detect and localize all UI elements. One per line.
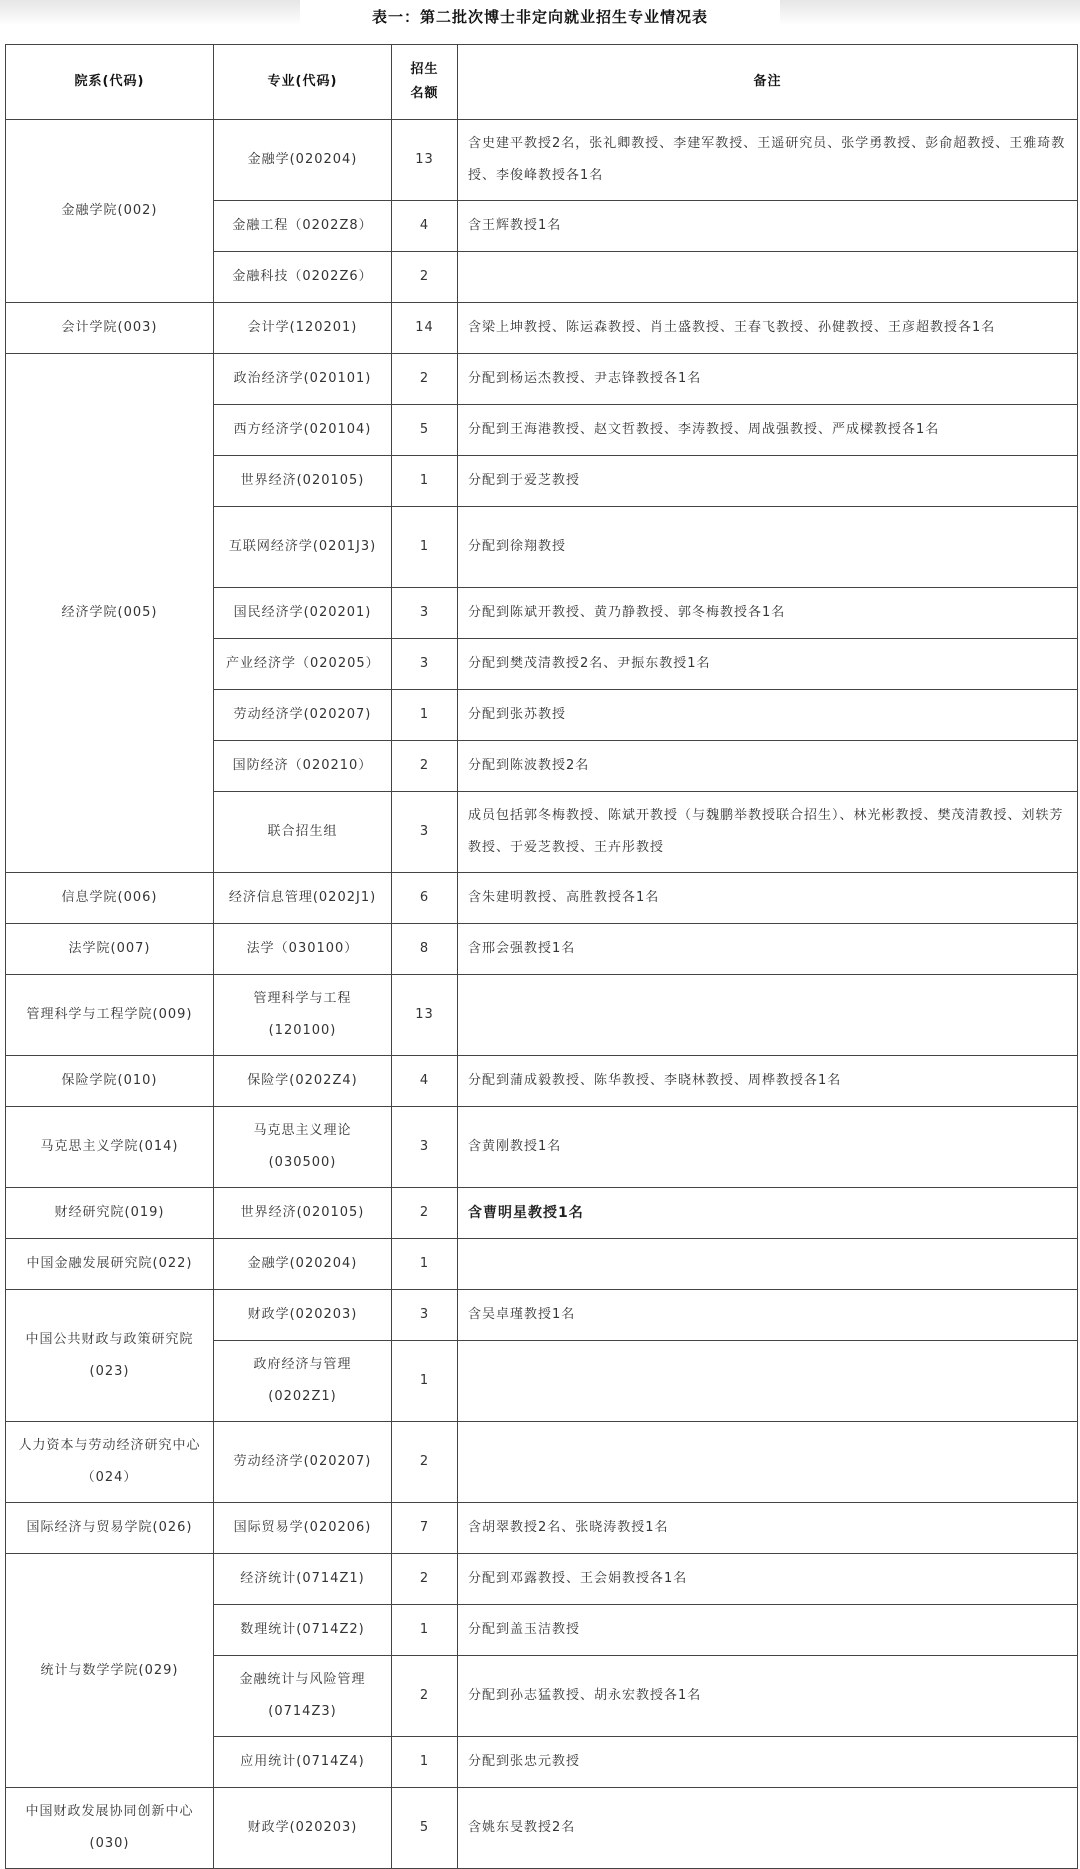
note-cell <box>458 1341 1078 1422</box>
major-cell: 产业经济学（020205） <box>214 639 392 690</box>
major-cell: 联合招生组 <box>214 792 392 873</box>
quota-cell: 4 <box>392 201 458 252</box>
table-row <box>6 354 1078 405</box>
dept-cell: 中国公共财政与政策研究院(023) <box>6 1290 214 1422</box>
major-cell: 金融学(020204) <box>214 120 392 201</box>
quota-cell: 1 <box>392 1737 458 1788</box>
note-cell: 含史建平教授2名，张礼卿教授、李建军教授、王遥研究员、张学勇教授、彭俞超教授、王雅琦教授、李俊峰教授各1名 <box>458 120 1078 201</box>
enrollment-table <box>5 44 1078 1869</box>
major-cell: 政治经济学(020101) <box>214 354 392 405</box>
dept-cell: 法学院(007) <box>6 924 214 975</box>
major-cell: 经济统计(0714Z1) <box>214 1554 392 1605</box>
table-row <box>6 1503 1078 1554</box>
dept-cell: 中国财政发展协同创新中心(030) <box>6 1788 214 1869</box>
major-cell: 管理科学与工程(120100) <box>214 975 392 1056</box>
major-cell: 会计学(120201) <box>214 303 392 354</box>
note-cell: 成员包括郭冬梅教授、陈斌开教授（与魏鹏举教授联合招生）、林光彬教授、樊茂清教授、刘轶芳教授、于爱芝教授、王卉彤教授 <box>458 792 1078 873</box>
note-cell: 分配到孙志猛教授、胡永宏教授各1名 <box>458 1656 1078 1737</box>
table-row <box>6 1239 1078 1290</box>
quota-cell: 4 <box>392 1056 458 1107</box>
note-cell: 分配到张苏教授 <box>458 690 1078 741</box>
note-cell <box>458 975 1078 1056</box>
header-note: 备注 <box>458 45 1078 120</box>
quota-cell: 1 <box>392 507 458 588</box>
quota-cell: 14 <box>392 303 458 354</box>
table-row <box>6 975 1078 1056</box>
note-cell <box>458 1422 1078 1503</box>
major-cell: 数理统计(0714Z2) <box>214 1605 392 1656</box>
note-cell: 含王辉教授1名 <box>458 201 1078 252</box>
quota-cell: 5 <box>392 405 458 456</box>
header-quota: 招生名额 <box>392 45 458 120</box>
major-cell: 国民经济学(020201) <box>214 588 392 639</box>
quota-cell: 3 <box>392 1290 458 1341</box>
quota-cell: 2 <box>392 354 458 405</box>
header-major: 专业(代码) <box>214 45 392 120</box>
major-cell: 西方经济学(020104) <box>214 405 392 456</box>
table-row <box>6 1056 1078 1107</box>
note-cell: 分配到王海港教授、赵文哲教授、李涛教授、周战强教授、严成樑教授各1名 <box>458 405 1078 456</box>
table-row <box>6 1422 1078 1503</box>
dept-cell: 财经研究院(019) <box>6 1188 214 1239</box>
note-cell: 含曹明星教授1名 <box>458 1188 1078 1239</box>
quota-cell: 2 <box>392 252 458 303</box>
quota-cell: 3 <box>392 588 458 639</box>
note-cell: 分配到于爱芝教授 <box>458 456 1078 507</box>
note-cell: 含黄刚教授1名 <box>458 1107 1078 1188</box>
quota-cell: 7 <box>392 1503 458 1554</box>
table-row <box>6 1554 1078 1605</box>
note-cell: 含姚东旻教授2名 <box>458 1788 1078 1869</box>
quota-cell: 2 <box>392 1656 458 1737</box>
quota-cell: 13 <box>392 120 458 201</box>
major-cell: 世界经济(020105) <box>214 1188 392 1239</box>
note-cell: 分配到陈波教授2名 <box>458 741 1078 792</box>
dept-cell: 马克思主义学院(014) <box>6 1107 214 1188</box>
quota-cell: 3 <box>392 792 458 873</box>
dept-cell: 信息学院(006) <box>6 873 214 924</box>
major-cell: 国防经济（020210） <box>214 741 392 792</box>
note-cell: 分配到盖玉洁教授 <box>458 1605 1078 1656</box>
table-row <box>6 120 1078 201</box>
quota-cell: 2 <box>392 1188 458 1239</box>
major-cell: 世界经济(020105) <box>214 456 392 507</box>
table-header-row <box>6 45 1078 120</box>
major-cell: 金融统计与风险管理(0714Z3) <box>214 1656 392 1737</box>
note-cell <box>458 1239 1078 1290</box>
table-title: 表一：第二批次博士非定向就业招生专业情况表 <box>371 8 708 26</box>
table-row <box>6 1188 1078 1239</box>
quota-cell: 5 <box>392 1788 458 1869</box>
major-cell: 互联网经济学(0201J3) <box>214 507 392 588</box>
note-cell: 含朱建明教授、高胜教授各1名 <box>458 873 1078 924</box>
dept-cell: 金融学院(002) <box>6 120 214 303</box>
dept-cell: 经济学院(005) <box>6 354 214 873</box>
major-cell: 财政学(020203) <box>214 1290 392 1341</box>
note-cell: 含吴卓瑾教授1名 <box>458 1290 1078 1341</box>
dept-cell: 保险学院(010) <box>6 1056 214 1107</box>
note-cell: 含梁上坤教授、陈运森教授、肖土盛教授、王春飞教授、孙健教授、王彦超教授各1名 <box>458 303 1078 354</box>
note-cell: 含胡翠教授2名、张晓涛教授1名 <box>458 1503 1078 1554</box>
major-cell: 金融科技（0202Z6） <box>214 252 392 303</box>
table-row <box>6 1788 1078 1869</box>
major-cell: 法学（030100） <box>214 924 392 975</box>
major-cell: 劳动经济学(020207) <box>214 1422 392 1503</box>
note-cell: 分配到徐翔教授 <box>458 507 1078 588</box>
quota-cell: 1 <box>392 456 458 507</box>
table-row <box>6 1107 1078 1188</box>
quota-cell: 1 <box>392 1341 458 1422</box>
dept-cell: 国际经济与贸易学院(026) <box>6 1503 214 1554</box>
note-cell <box>458 252 1078 303</box>
quota-cell: 2 <box>392 1422 458 1503</box>
quota-cell: 1 <box>392 1239 458 1290</box>
major-cell: 金融工程（0202Z8） <box>214 201 392 252</box>
quota-cell: 3 <box>392 1107 458 1188</box>
major-cell: 经济信息管理(0202J1) <box>214 873 392 924</box>
major-cell: 应用统计(0714Z4) <box>214 1737 392 1788</box>
quota-cell: 2 <box>392 741 458 792</box>
dept-cell: 管理科学与工程学院(009) <box>6 975 214 1056</box>
major-cell: 政府经济与管理(0202Z1) <box>214 1341 392 1422</box>
note-cell: 分配到陈斌开教授、黄乃静教授、郭冬梅教授各1名 <box>458 588 1078 639</box>
dept-cell: 会计学院(003) <box>6 303 214 354</box>
dept-cell: 人力资本与劳动经济研究中心（024） <box>6 1422 214 1503</box>
note-cell: 分配到邓露教授、王会娟教授各1名 <box>458 1554 1078 1605</box>
note-cell: 分配到蒲成毅教授、陈华教授、李晓林教授、周桦教授各1名 <box>458 1056 1078 1107</box>
dept-cell: 中国金融发展研究院(022) <box>6 1239 214 1290</box>
quota-cell: 13 <box>392 975 458 1056</box>
note-cell: 分配到张忠元教授 <box>458 1737 1078 1788</box>
major-cell: 保险学(0202Z4) <box>214 1056 392 1107</box>
major-cell: 马克思主义理论(030500) <box>214 1107 392 1188</box>
table-row <box>6 303 1078 354</box>
quota-cell: 2 <box>392 1554 458 1605</box>
table-row <box>6 924 1078 975</box>
major-cell: 国际贸易学(020206) <box>214 1503 392 1554</box>
header-dept: 院系(代码) <box>6 45 214 120</box>
major-cell: 财政学(020203) <box>214 1788 392 1869</box>
note-cell: 分配到杨运杰教授、尹志锋教授各1名 <box>458 354 1078 405</box>
major-cell: 劳动经济学(020207) <box>214 690 392 741</box>
quota-cell: 3 <box>392 639 458 690</box>
note-cell: 含邢会强教授1名 <box>458 924 1078 975</box>
note-cell: 分配到樊茂清教授2名、尹振东教授1名 <box>458 639 1078 690</box>
quota-cell: 1 <box>392 690 458 741</box>
table-row <box>6 873 1078 924</box>
table-row <box>6 1290 1078 1341</box>
quota-cell: 6 <box>392 873 458 924</box>
quota-cell: 1 <box>392 1605 458 1656</box>
quota-cell: 8 <box>392 924 458 975</box>
dept-cell: 统计与数学学院(029) <box>6 1554 214 1788</box>
major-cell: 金融学(020204) <box>214 1239 392 1290</box>
